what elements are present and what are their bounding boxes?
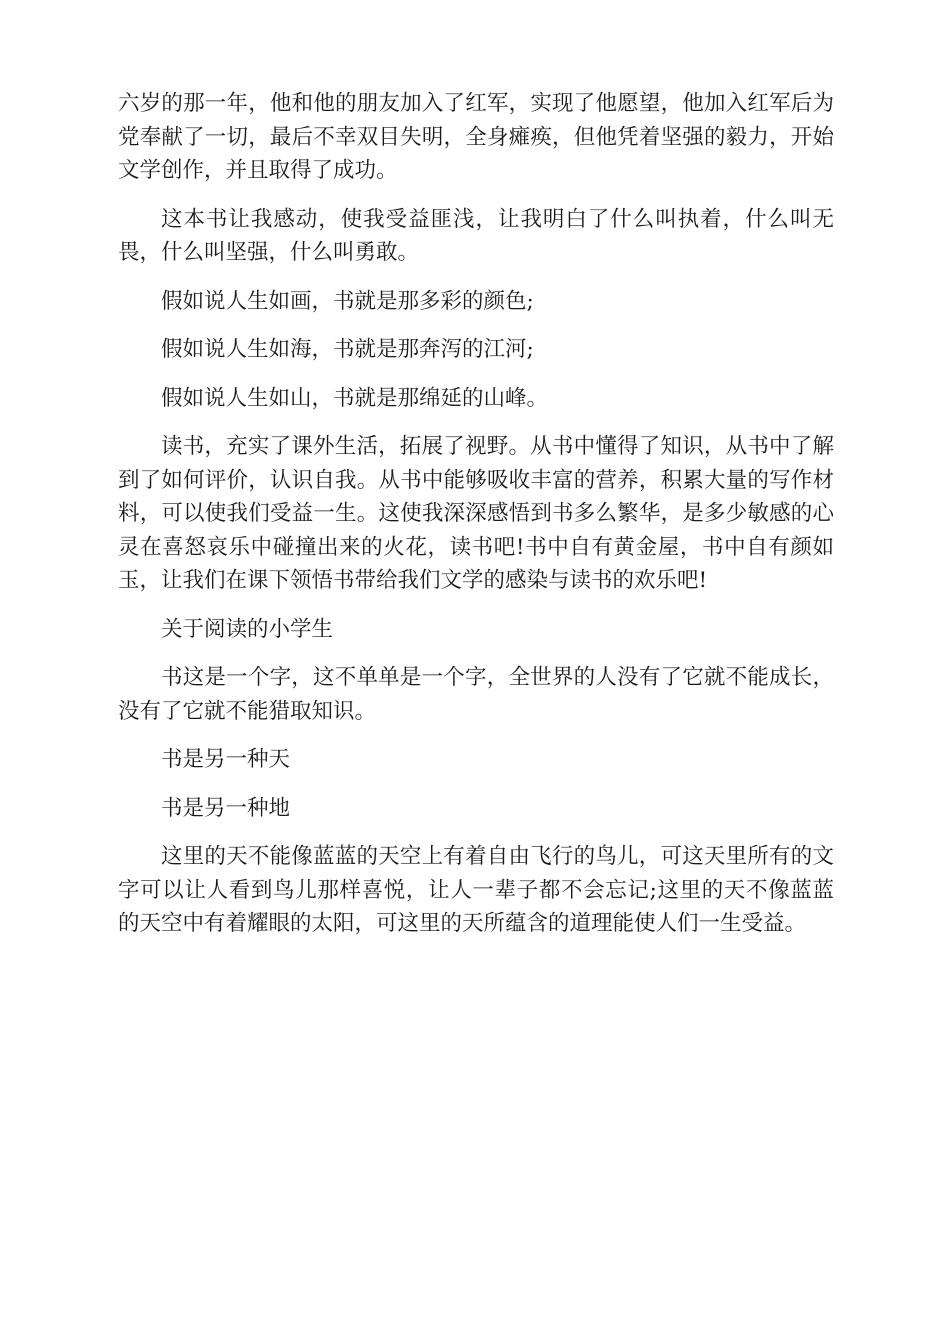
paragraph-2: 这本书让我感动，使我受益匪浅，让我明白了什么叫执着，什么叫无畏，什么叫坚强，什么叫勇敢。 — [118, 206, 834, 265]
paragraph-10: 书是另一种地 — [161, 795, 291, 821]
paragraph-1: 六岁的那一年，他和他的朋友加入了红军，实现了他愿望，他加入红军后为党奉献了一切，最后不幸双目失明，全身瘫痪，但他凭着坚强的毅力，开始文学创作，并且取得了成功。 — [118, 91, 834, 183]
paragraph-3: 假如说人生如画，书就是那多彩的颜色; — [161, 288, 534, 314]
paragraph-9: 书是另一种天 — [161, 747, 291, 772]
section-heading: 关于阅读的小学生 — [161, 616, 334, 642]
paragraph-8: 书这是一个字，这不单单是一个字，全世界的人没有了它就不能成长，没有了它就不能猎取知识。 — [118, 665, 834, 724]
document-page — [118, 87, 834, 956]
paragraph-4: 假如说人生如海，书就是那奔泻的江河; — [161, 337, 534, 362]
paragraph-11: 这里的天不能像蓝蓝的天空上有着自由飞行的鸟儿，可这天里所有的文字可以让人看到鸟儿那样喜悦，让人一辈子都不会忘记;这里的天不像蓝蓝的天空中有着耀眼的太阳，可这里的天所蕴含的道理能使人们一生受益。 — [118, 844, 834, 936]
paragraph-6: 读书，充实了课外生活，拓展了视野。从书中懂得了知识，从书中了解到了如何评价，认识自我。从书中能够吸收丰富的营养，积累大量的写作材料，可以使我们受益一生。这使我深深感悟到书多么繁华，是多少敏感的心灵在喜怒哀乐中碰撞出来的火花，读书吧!书中自有黄金屋，书中自有颜如玉，让我们在课下领悟书带给我们文学的感染与读书的欢乐吧! — [118, 434, 834, 593]
paragraph-5: 假如说人生如山，书就是那绵延的山峰。 — [161, 385, 549, 411]
